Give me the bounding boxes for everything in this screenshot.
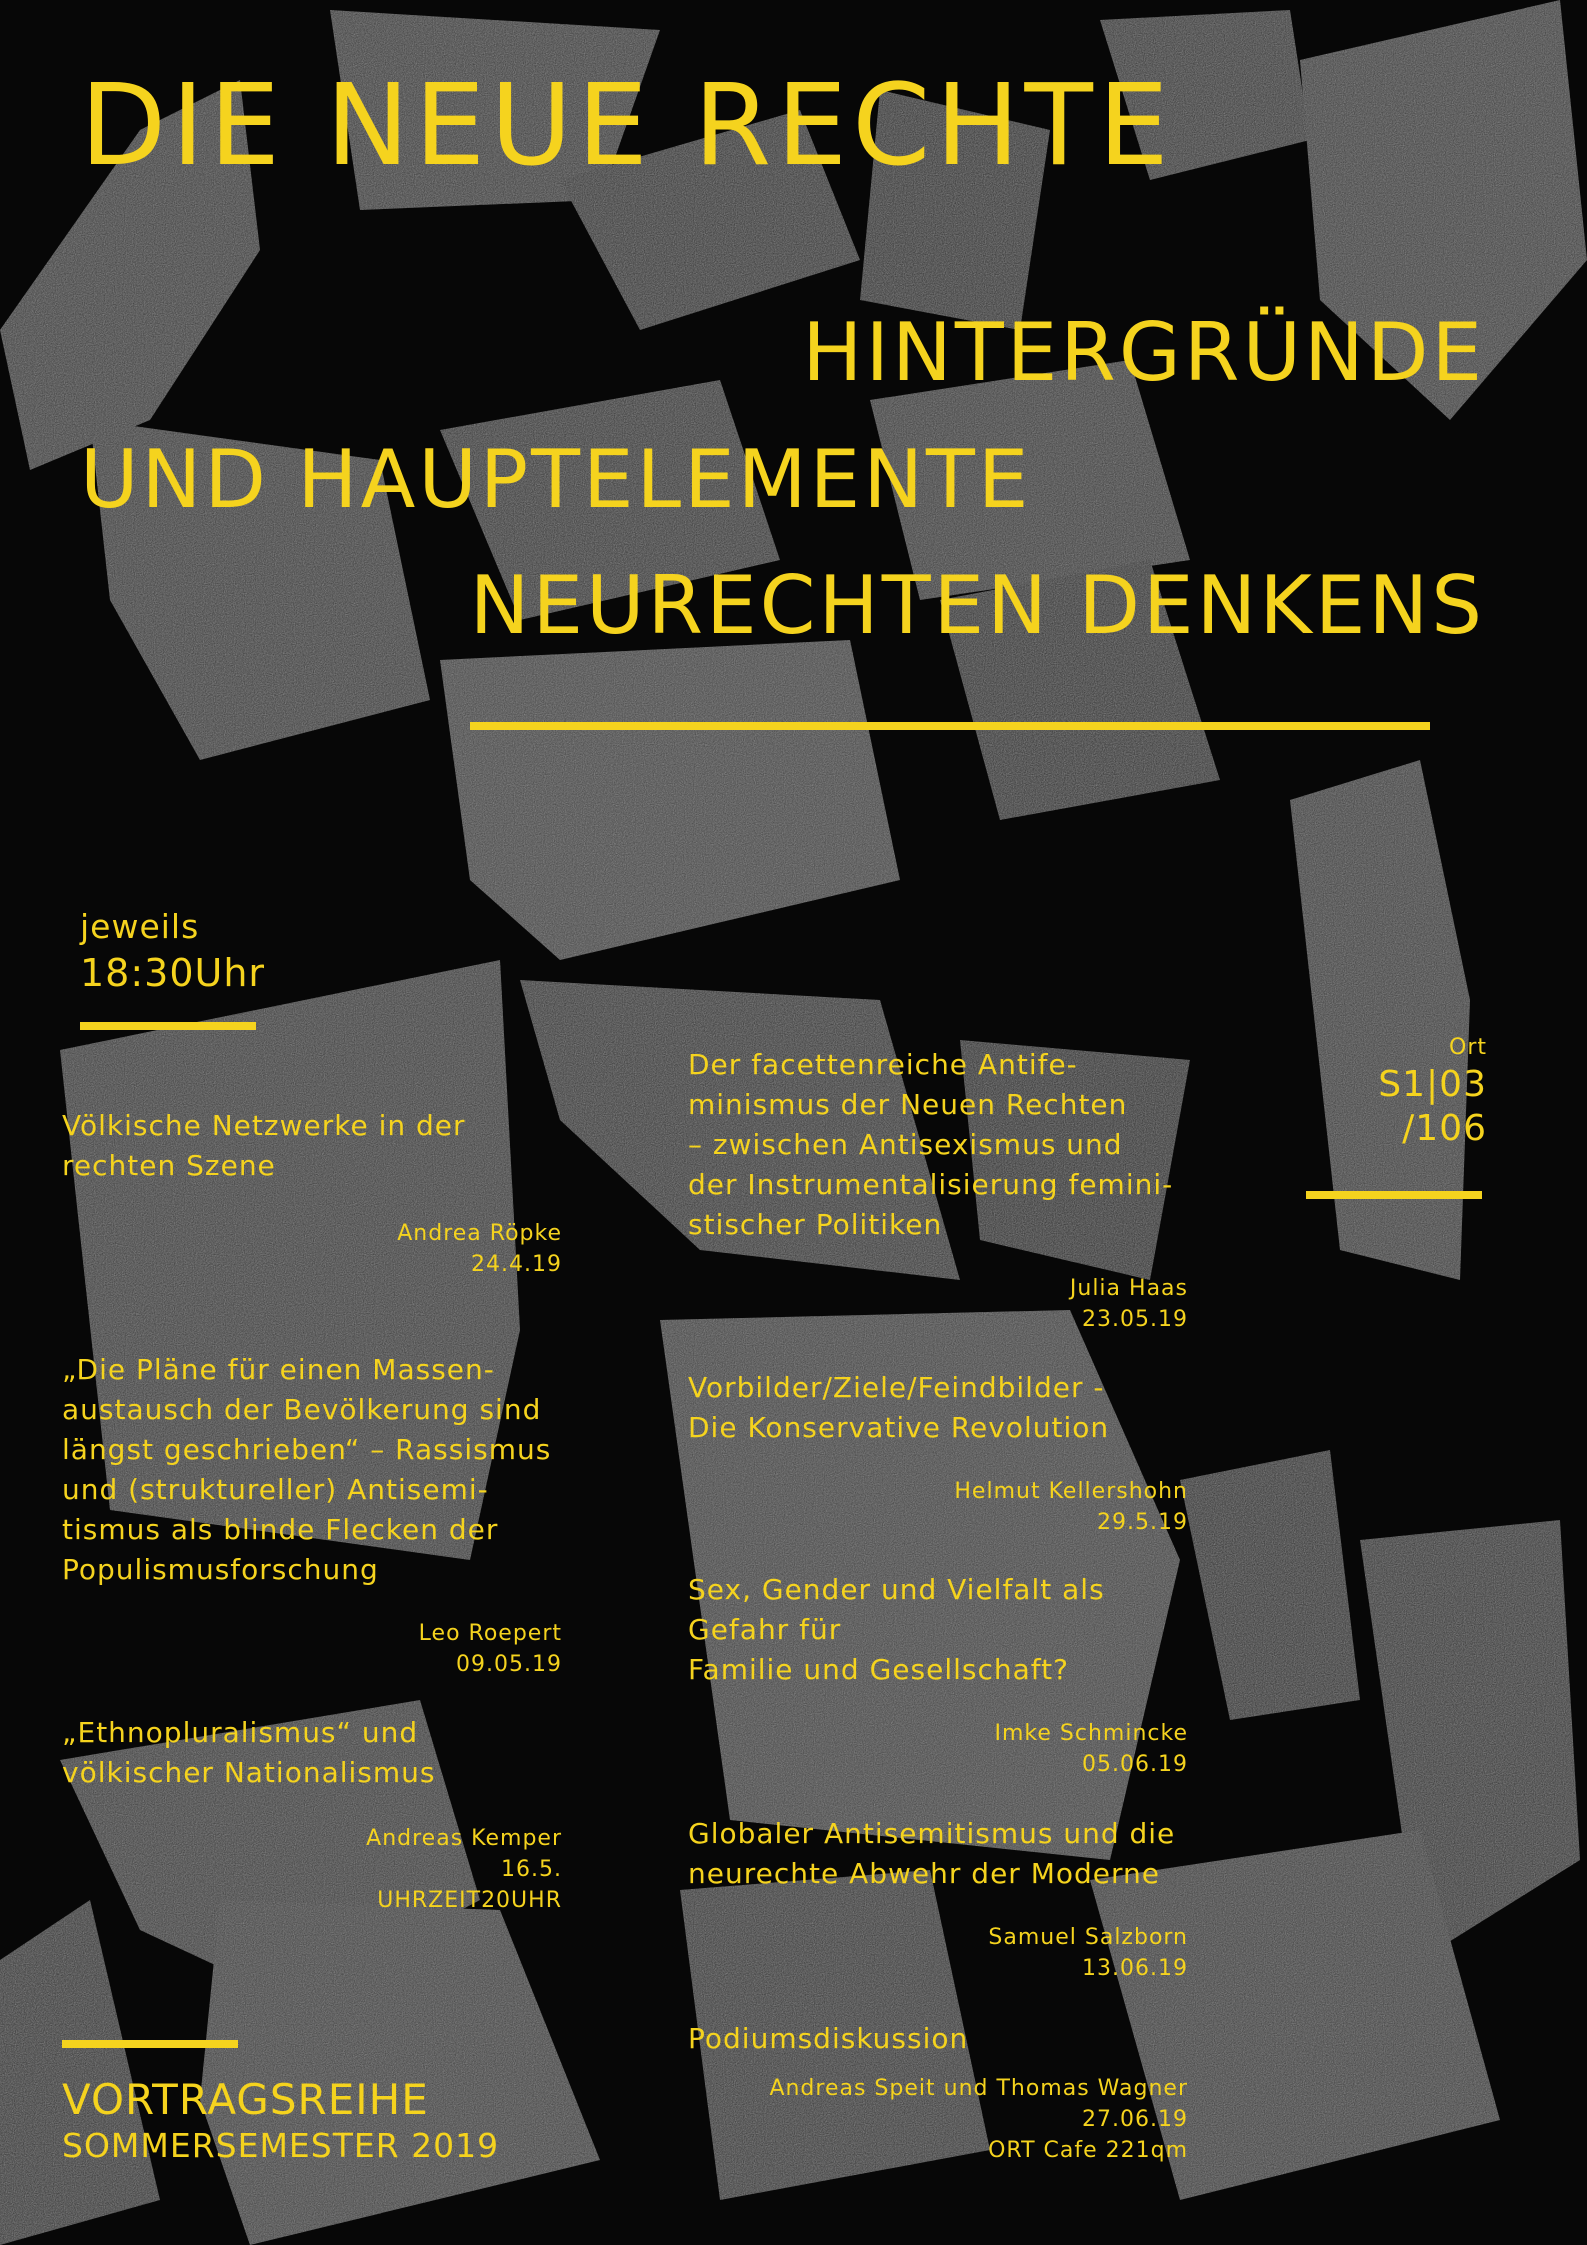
talk-date: 05.06.19 (1082, 1752, 1188, 1777)
talk-item (62, 1350, 562, 1680)
talk-title-line: neurechte Abwehr der Moderne (688, 1857, 1160, 1890)
talk-date: 24.4.19 (471, 1252, 562, 1277)
talk-title-line: stischer Politiken (688, 1208, 943, 1241)
talk-title-line: Familie und Gesellschaft? (688, 1653, 1069, 1686)
subtitle-line-2: UND HAUPTELEMENTE (80, 433, 1032, 526)
paper-fragment (1290, 760, 1470, 1280)
talk-title-line: Der facettenreiche Antife- (688, 1048, 1078, 1081)
talk-item (688, 1045, 1188, 1335)
talk-date: 29.5.19 (1097, 1510, 1188, 1535)
talk-title-line: und (struktureller) Antisemi- (62, 1473, 489, 1506)
venue-divider (1306, 1191, 1482, 1199)
talk-title-line: „Die Pläne für einen Massen- (62, 1353, 495, 1386)
venue-room-1: S1|03 (1378, 1064, 1487, 1105)
talk-speaker: Leo Roepert (418, 1621, 562, 1646)
time-label: jeweils (80, 907, 200, 946)
footer-divider (62, 2040, 238, 2048)
talk-title-line: tismus als blinde Flecken der (62, 1513, 499, 1546)
talk-title-line: Populismusforschung (62, 1553, 379, 1586)
venue-info (1378, 1033, 1487, 1151)
paper-fragment (200, 1900, 600, 2245)
poster-title: DIE NEUE RECHTE (80, 61, 1174, 191)
venue-label: Ort (1449, 1035, 1487, 1060)
paper-fragment (1180, 1450, 1360, 1720)
paper-fragment (440, 640, 900, 960)
talk-title-line: Völkische Netzwerke in der (62, 1109, 466, 1142)
talk-title-line: Globaler Antisemitismus und die (688, 1817, 1176, 1850)
talk-date: 13.06.19 (1082, 1956, 1188, 1981)
talk-title-line: Gefahr für (688, 1613, 842, 1646)
subtitle-line-3: NEURECHTEN DENKENS (469, 559, 1485, 652)
talk-speaker: Julia Haas (1069, 1276, 1188, 1301)
semester-label: SOMMERSEMESTER 2019 (62, 2126, 500, 2165)
talk-title-line: – zwischen Antisexismus und (688, 1128, 1123, 1161)
paper-fragment (0, 1900, 160, 2245)
talk-speaker: Helmut Kellershohn (954, 1479, 1188, 1504)
talk-item (62, 1713, 562, 1916)
talk-title-line: Podiumsdiskussion (688, 2022, 969, 2055)
time-info (80, 903, 265, 997)
talk-title-line: „Ethnopluralismus“ und (62, 1716, 419, 1749)
talk-title-line: rechten Szene (62, 1149, 276, 1182)
talk-venue-note: ORT Cafe 221qm (988, 2138, 1188, 2163)
talk-time-note: UHRZEIT20UHR (377, 1888, 562, 1913)
talk-date: 23.05.19 (1082, 1307, 1188, 1332)
talk-item (62, 1106, 562, 1280)
talk-speaker: Andrea Röpke (397, 1221, 562, 1246)
talk-title-line: Die Konservative Revolution (688, 1411, 1110, 1444)
footer (62, 2075, 499, 2167)
talk-item (688, 1814, 1188, 1984)
talk-date: 09.05.19 (456, 1652, 562, 1677)
talk-title-line: längst geschrieben“ – Rassismus (62, 1433, 552, 1466)
talk-item (688, 2019, 1188, 2166)
talk-speaker: Andreas Speit und Thomas Wagner (769, 2076, 1188, 2101)
time-divider (80, 1022, 256, 1030)
series-label: VORTRAGSREIHE (62, 2075, 429, 2124)
talk-title-line: Vorbilder/Ziele/Feindbilder - (688, 1371, 1105, 1404)
talk-title-line: völkischer Nationalismus (62, 1756, 436, 1789)
talk-item (688, 1570, 1188, 1780)
title-divider (470, 722, 1430, 730)
talk-title-line: der Instrumentalisierung femini- (688, 1168, 1174, 1201)
talk-speaker: Samuel Salzborn (988, 1925, 1188, 1950)
talk-speaker: Imke Schmincke (994, 1721, 1188, 1746)
time-value: 18:30Uhr (80, 951, 266, 995)
talk-title-line: minismus der Neuen Rechten (688, 1088, 1128, 1121)
talk-title-line: Sex, Gender und Vielfalt als (688, 1573, 1105, 1606)
talk-date: 16.5. (501, 1857, 562, 1882)
talk-date: 27.06.19 (1082, 2107, 1188, 2132)
subtitle-line-1: HINTERGRÜNDE (802, 306, 1485, 399)
talk-title-line: austausch der Bevölkerung sind (62, 1393, 542, 1426)
talk-item (688, 1368, 1188, 1538)
talk-speaker: Andreas Kemper (366, 1826, 562, 1851)
venue-room-2: /106 (1402, 1108, 1487, 1149)
